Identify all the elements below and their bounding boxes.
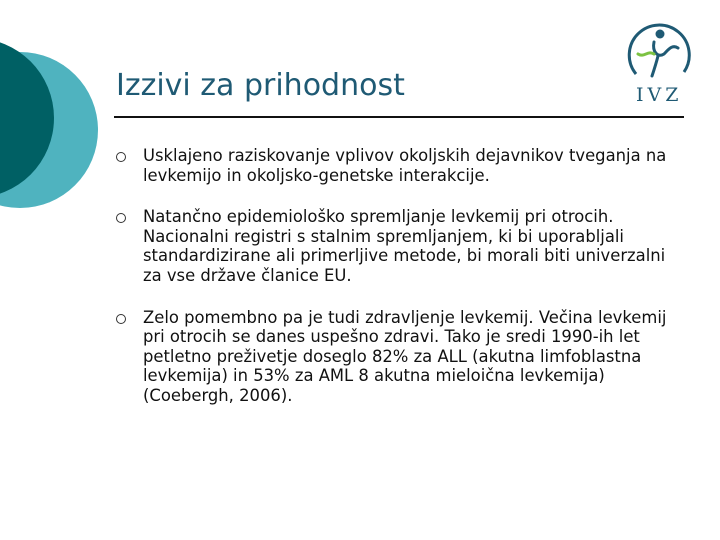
decorative-teal-circles bbox=[0, 0, 110, 300]
slide-title: Izzivi za prihodnost bbox=[116, 68, 405, 103]
bullet-circle-icon bbox=[116, 314, 126, 324]
bullet-item bbox=[116, 308, 676, 406]
bullet-circle-icon bbox=[116, 152, 126, 162]
bullet-text: Usklajeno raziskovanje vplivov okoljskih dejavnikov tveganja na levkemijo in okoljsko-genetske interakcije. bbox=[143, 146, 667, 185]
bullet-item bbox=[116, 207, 676, 285]
bullet-text: Natančno epidemiološko spremljanje levkemij pri otrocih. Nacionalni registri s stalnim spremljanjem, ki bi uporabljali standardizirane ali primerljive metode, bi morali biti univerzalni za vse države članice EU. bbox=[143, 207, 666, 285]
title-divider bbox=[114, 116, 684, 118]
logo-text: IVZ bbox=[636, 84, 683, 106]
bullet-list bbox=[116, 146, 676, 428]
bullet-item bbox=[116, 146, 676, 185]
bullet-text: Zelo pomembno pa je tudi zdravljenje levkemij. Večina levkemij pri otrocih se danes uspešno zdravi. Tako je sredi 1990-ih let petletno preživetje doseglo 82% za ALL (akutna limfoblastna levkemija) in 53% za AML 8 akutna mieloična levkemija) (Coebergh, 2006). bbox=[143, 307, 667, 405]
bullet-circle-icon bbox=[116, 213, 126, 223]
